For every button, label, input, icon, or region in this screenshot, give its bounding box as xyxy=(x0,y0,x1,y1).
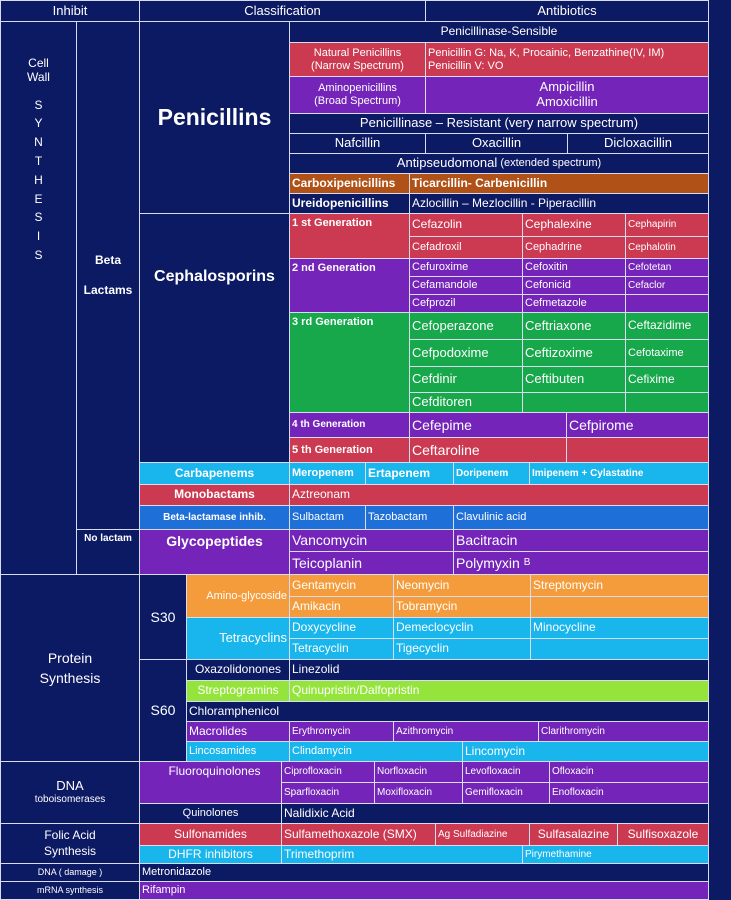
sulfa-drug: Sulfasalazine xyxy=(529,823,618,846)
penicillinase-sensible: Penicillinase-Sensible xyxy=(289,21,709,43)
fluoro-drug: Ciprofloxacin xyxy=(281,761,375,783)
bli-drug: Tazobactam xyxy=(365,505,454,530)
antipseudomonal-note: (extended spectrum) xyxy=(497,157,602,170)
gen2-label: 2 nd Generation xyxy=(289,258,410,313)
bli-drug: Sulbactam xyxy=(289,505,366,530)
glyco-drug: Teicoplanin xyxy=(289,551,454,575)
gen1-label: 1 st Generation xyxy=(289,213,410,259)
amino-drug: Neomycin xyxy=(393,574,531,597)
chloramphenicol-label: Chloramphenicol xyxy=(186,701,709,722)
inhibit-dna-damage: DNA ( damage ) xyxy=(0,863,140,882)
fluoro-drug: Moxifloxacin xyxy=(374,782,463,804)
aminoglycoside-label: Amino-glycoside xyxy=(186,574,290,618)
penicillinase-resistant: Penicillinase – Resistant (very narrow spectrum) xyxy=(289,113,709,134)
metronidazole-drug: Metronidazole xyxy=(139,863,709,882)
lincosamides-label: Lincosamides xyxy=(186,741,290,762)
cell-wall-label: Cell Wall xyxy=(27,56,50,84)
tetra-empty-cell xyxy=(530,638,709,660)
synthesis-letter: N xyxy=(34,135,43,150)
carbapenems-drug: Doripenem xyxy=(453,462,530,485)
streptogramins-label: Streptogramins xyxy=(186,680,290,702)
dhfr-drug: Pirymethamine xyxy=(522,845,709,864)
header-inhibit: Inhibit xyxy=(0,0,140,22)
fluoro-drug: Norfloxacin xyxy=(374,761,463,783)
gen3-drug: Cefpodoxime xyxy=(409,339,523,367)
beta-lactams xyxy=(76,21,140,530)
s60-label: S60 xyxy=(139,659,187,762)
glyco-drug: Bacitracin xyxy=(453,529,709,552)
glyco-drug: Vancomycin xyxy=(289,529,454,552)
gen1-drug: Cefadroxil xyxy=(409,236,523,259)
gen2-drug: Cefotetan xyxy=(625,258,709,277)
macro-drug: Erythromycin xyxy=(289,721,394,742)
gen5-drug: Ceftaroline xyxy=(409,437,567,463)
synthesis-letter: Y xyxy=(34,116,43,131)
strepto-drug: Quinupristin/Dalfopristin xyxy=(289,680,709,702)
dhfr-inhibitors-label: DHFR inhibitors xyxy=(139,845,282,864)
gen4-label: 4 th Generation xyxy=(289,412,410,438)
gen5-label: 5 th Generation xyxy=(289,437,410,463)
tetracyclins-label: Tetracyclins xyxy=(186,617,290,660)
oxaz-drug: Linezolid xyxy=(289,659,709,681)
gen3-empty-cell xyxy=(625,392,709,413)
fluoro-drug: Levofloxacin xyxy=(462,761,550,783)
amino-drug: Amikacin xyxy=(289,596,394,618)
antipseudomonal xyxy=(289,153,709,174)
gen3-drug: Ceftibuten xyxy=(522,366,626,393)
synthesis-letter: T xyxy=(34,153,43,168)
amino-drug: Tobramycin xyxy=(393,596,531,618)
penicillins-title: Penicillins xyxy=(139,21,290,214)
synthesis-letter: I xyxy=(36,229,41,244)
amino-drug: Streptomycin xyxy=(530,574,709,597)
lactams-label: Lactams xyxy=(83,282,133,297)
header-classification: Classification xyxy=(139,0,426,22)
carbapenems-drug: Meropenem xyxy=(289,462,366,485)
amino-drug: Gentamycin xyxy=(289,574,394,597)
macro-drug: Clarithromycin xyxy=(538,721,709,742)
linco-drug: Clindamycin xyxy=(289,741,463,762)
carboxipenicillins: Carboxipenicillins xyxy=(289,173,410,194)
antipseudomonal-label: Antipseudomonal xyxy=(396,155,498,171)
gen2-drug: Cefamandole xyxy=(409,276,523,295)
gen3-drug: Ceftriaxone xyxy=(522,312,626,340)
gen3-label: 3 rd Generation xyxy=(289,312,410,413)
aminopenicillins: Aminopenicillins (Broad Spectrum) xyxy=(289,76,426,114)
gen2-drug: Cefmetazole xyxy=(522,294,626,313)
inhibit-cell-wall-synthesis xyxy=(0,21,77,575)
gen2-drug: Cefprozil xyxy=(409,294,523,313)
fluoro-drug: Gemifloxacin xyxy=(462,782,550,804)
inhibit-dna-topoisomerases xyxy=(0,761,140,824)
gen3-drug: Ceftizoxime xyxy=(522,339,626,367)
inhibit-folic-acid: Folic Acid Synthesis xyxy=(0,823,140,864)
tetra-drug: Demeclocyclin xyxy=(393,617,531,639)
gen3-drug: Cefditoren xyxy=(409,392,523,413)
bli-drug: Clavulinic acid xyxy=(453,505,709,530)
gen3-drug: Cefotaxime xyxy=(625,339,709,367)
carboxipenicillins-drugs: Ticarcillin- Carbenicillin xyxy=(409,173,709,194)
gen1-drug: Cephalotin xyxy=(625,236,709,259)
rifampin-drug: Rifampin xyxy=(139,881,709,900)
sulfa-drug: Sulfamethoxazole (SMX) xyxy=(281,823,436,846)
macro-drug: Azithromycin xyxy=(393,721,539,742)
dna-sub-label: toboisomerases xyxy=(34,794,106,806)
s30-label: S30 xyxy=(139,574,187,660)
no-lactam: No lactam xyxy=(76,529,140,575)
synthesis-letter: H xyxy=(34,172,43,187)
header-antibiotics: Antibiotics xyxy=(425,0,709,22)
carbapenems-drug: Ertapenem xyxy=(365,462,454,485)
inhibit-protein-synthesis: Protein Synthesis xyxy=(0,574,140,762)
gen3-drug: Cefdinir xyxy=(409,366,523,393)
dna-label: DNA xyxy=(56,778,84,794)
ureidopenicillins: Ureidopenicillins xyxy=(289,193,410,214)
gen1-drug: Cephapirin xyxy=(625,213,709,237)
tetra-drug: Minocycline xyxy=(530,617,709,639)
carbapenems-drug: Imipenem + Cylastatine xyxy=(529,462,709,485)
synthesis-letter: S xyxy=(34,97,43,112)
gen2-empty-cell xyxy=(625,294,709,313)
sulfonamides-label: Sulfonamides xyxy=(139,823,282,846)
gen3-drug: Cefixime xyxy=(625,366,709,393)
gen2-drug: Cefaclor xyxy=(625,276,709,295)
fluoro-drug: Enofloxacin xyxy=(549,782,709,804)
drug-oxacillin: Oxacillin xyxy=(425,133,568,154)
polymyxin-b-label: B xyxy=(523,557,531,569)
tetra-drug: Tigecyclin xyxy=(393,638,531,660)
oxazolidinones-label: Oxazolidonones xyxy=(186,659,290,681)
gen1-drug: Cephalexine xyxy=(522,213,626,237)
macrolides-label: Macrolides xyxy=(186,721,290,742)
polymyxin-label: Polymyxin xyxy=(456,554,520,571)
quin-drug: Nalidixic Acid xyxy=(281,803,709,824)
sulfa-drug: Sulfisoxazole xyxy=(617,823,709,846)
gen2-drug: Cefonicid xyxy=(522,276,626,295)
gen3-drug: Cefoperazone xyxy=(409,312,523,340)
drug-dicloxacillin: Dicloxacillin xyxy=(567,133,709,154)
monobactams-label: Monobactams xyxy=(139,484,290,506)
gen1-drug: Cefazolin xyxy=(409,213,523,237)
fluoro-drug: Sparfloxacin xyxy=(281,782,375,804)
gen3-drug: Ceftazidime xyxy=(625,312,709,340)
beta-lactamase-inhib-label: Beta-lactamase inhib. xyxy=(139,505,290,530)
sulfa-drug: Ag Sulfadiazine xyxy=(435,823,530,846)
synthesis-letter: S xyxy=(34,247,43,262)
glyco-drug-polymyxin xyxy=(453,551,709,575)
glycopeptides-label: Glycopeptides xyxy=(139,529,290,575)
tetra-drug: Tetracyclin xyxy=(289,638,394,660)
carbapenems-label: Carbapenems xyxy=(139,462,290,485)
fluoro-drug: Ofloxacin xyxy=(549,761,709,783)
fluoroquinolones-label: Fluoroquinolones xyxy=(139,761,290,804)
dhfr-drug: Trimethoprim xyxy=(281,845,523,864)
natural-penicillins-drugs: Penicillin G: Na, K, Procainic, Benzathine(IV, IM) Penicillin V: VO xyxy=(425,42,709,77)
gen2-drug: Cefuroxime xyxy=(409,258,523,277)
amino-empty-cell xyxy=(530,596,709,618)
gen4-drug: Cefepime xyxy=(409,412,567,438)
drug-nafcillin: Nafcillin xyxy=(289,133,426,154)
natural-penicillins: Natural Penicillins (Narrow Spectrum) xyxy=(289,42,426,77)
gen3-empty-cell xyxy=(522,392,626,413)
gen4-drug: Cefpirome xyxy=(566,412,709,438)
monobactams-drug: Aztreonam xyxy=(289,484,709,506)
tetra-drug: Doxycycline xyxy=(289,617,394,639)
gen5-empty-cell xyxy=(566,437,709,463)
linco-drug: Lincomycin xyxy=(462,741,709,762)
gen2-drug: Cefoxitin xyxy=(522,258,626,277)
synthesis-letter: S xyxy=(34,210,43,225)
cephalosporins-title: Cephalosporins xyxy=(139,213,290,463)
aminopenicillins-drugs: Ampicillin Amoxicillin xyxy=(425,76,709,114)
inhibit-mrna: mRNA synthesis xyxy=(0,881,140,900)
beta-label: Beta xyxy=(94,252,121,267)
ureidopenicillins-drugs: Azlocillin – Mezlocillin - Piperacillin xyxy=(409,193,709,214)
synthesis-letter: E xyxy=(34,191,43,206)
gen1-drug: Cephadrine xyxy=(522,236,626,259)
quinolones-label: Quinolones xyxy=(139,803,282,824)
